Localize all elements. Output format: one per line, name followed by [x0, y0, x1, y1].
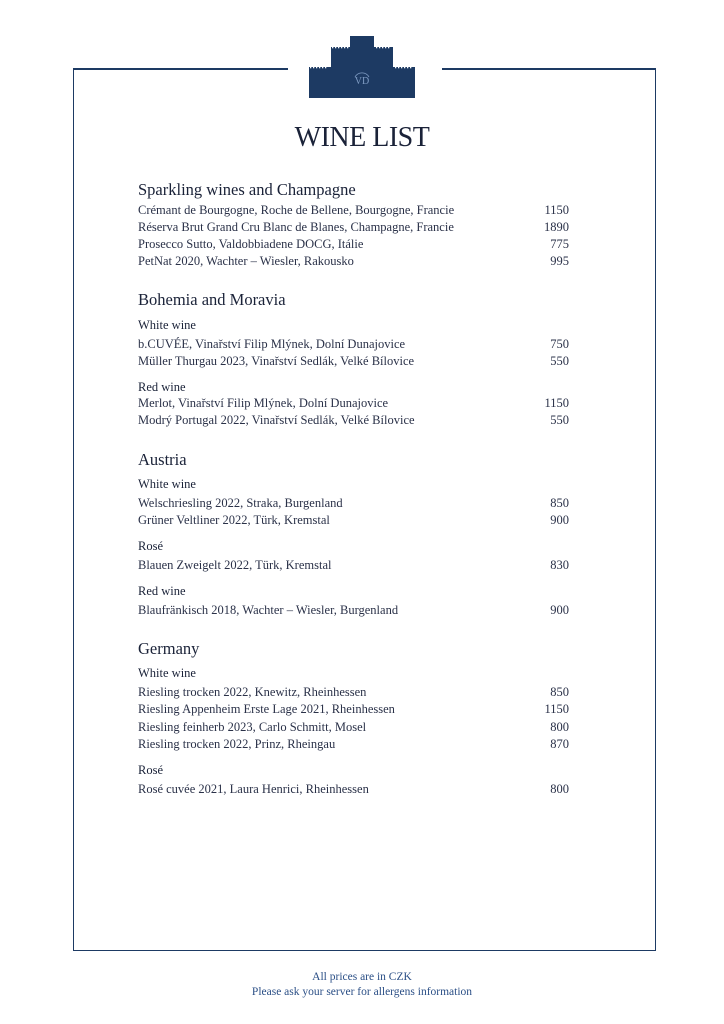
wine-name: Blauen Zweigelt 2022, Türk, Kremstal	[138, 558, 332, 572]
group-label: Red wine	[138, 584, 186, 598]
wine-item	[138, 737, 569, 752]
wine-name: Réserva Brut Grand Cru Blanc de Blanes, Champagne, Francie	[138, 220, 454, 234]
wine-name: Riesling trocken 2022, Knewitz, Rheinhessen	[138, 685, 367, 699]
wine-name: Crémant de Bourgogne, Roche de Bellene, Bourgogne, Francie	[138, 203, 455, 217]
castle-logo-icon	[309, 36, 415, 98]
wine-price: 900	[550, 603, 569, 617]
wine-item	[138, 254, 569, 269]
wine-item	[138, 558, 569, 573]
wine-price: 1890	[544, 220, 569, 234]
wine-price: 1150	[544, 396, 569, 410]
wine-item	[138, 720, 569, 735]
group-label: White wine	[138, 666, 196, 680]
wine-name: Merlot, Vinařství Filip Mlýnek, Dolní Dunajovice	[138, 396, 389, 410]
section-heading: Bohemia and Moravia	[138, 290, 286, 309]
wine-name: Prosecco Sutto, Valdobbiadene DOCG, Itálie	[138, 237, 364, 251]
group-label: White wine	[138, 477, 196, 491]
wine-price: 1150	[544, 203, 569, 217]
section-heading: Austria	[138, 450, 187, 469]
group-label: Rosé	[138, 763, 163, 777]
wine-name: Blaufränkisch 2018, Wachter – Wiesler, Burgenland	[138, 603, 399, 617]
section-heading: Germany	[138, 639, 200, 658]
group-label: White wine	[138, 318, 196, 332]
wine-item	[138, 685, 569, 700]
wine-price: 775	[550, 237, 569, 251]
wine-item	[138, 496, 569, 511]
wine-item	[138, 337, 569, 352]
wine-name: Grüner Veltliner 2022, Türk, Kremstal	[138, 513, 330, 527]
wine-price: 550	[550, 413, 569, 427]
wine-name: Riesling Appenheim Erste Lage 2021, Rheinhessen	[138, 702, 395, 716]
wine-price: 995	[550, 254, 569, 268]
group-label: Red wine	[138, 380, 186, 394]
group-label: Rosé	[138, 539, 163, 553]
footer-prices-note: All prices are in CZK	[312, 971, 412, 983]
wine-name: Welschriesling 2022, Straka, Burgenland	[138, 496, 343, 510]
wine-price: 850	[550, 685, 569, 699]
wine-item	[138, 396, 569, 411]
wine-item	[138, 513, 569, 528]
wine-item	[138, 603, 569, 618]
wine-price: 550	[550, 354, 569, 368]
wine-name: Riesling trocken 2022, Prinz, Rheingau	[138, 737, 336, 751]
section-heading: Sparkling wines and Champagne	[138, 180, 356, 199]
footer-allergens-note: Please ask your server for allergens information	[251, 986, 473, 998]
wine-price: 870	[550, 737, 569, 751]
page-title: WINE LIST	[294, 122, 430, 153]
wine-price: 800	[550, 720, 569, 734]
wine-name: Rosé cuvée 2021, Laura Henrici, Rheinhessen	[138, 782, 369, 796]
wine-item	[138, 702, 569, 717]
wine-name: Modrý Portugal 2022, Vinařství Sedlák, Velké Bílovice	[138, 413, 415, 427]
wine-item	[138, 782, 569, 797]
wine-price: 750	[550, 337, 569, 351]
wine-name: Riesling feinherb 2023, Carlo Schmitt, Mosel	[138, 720, 367, 734]
logo-monogram: VD	[354, 76, 370, 87]
wine-price: 830	[550, 558, 569, 572]
wine-price: 900	[550, 513, 569, 527]
wine-price: 1150	[544, 702, 569, 716]
wine-item	[138, 413, 569, 428]
border-top-right	[442, 68, 656, 70]
wine-item	[138, 203, 569, 218]
wine-price: 850	[550, 496, 569, 510]
wine-price: 800	[550, 782, 569, 796]
wine-item	[138, 237, 569, 252]
border-top-left	[73, 68, 288, 70]
wine-name: b.CUVÉE, Vinařství Filip Mlýnek, Dolní Dunajovice	[138, 337, 406, 351]
wine-item	[138, 220, 569, 235]
wine-item	[138, 354, 569, 369]
wine-name: PetNat 2020, Wachter – Wiesler, Rakousko	[138, 254, 354, 268]
wine-name: Müller Thurgau 2023, Vinařství Sedlák, Velké Bílovice	[138, 354, 415, 368]
